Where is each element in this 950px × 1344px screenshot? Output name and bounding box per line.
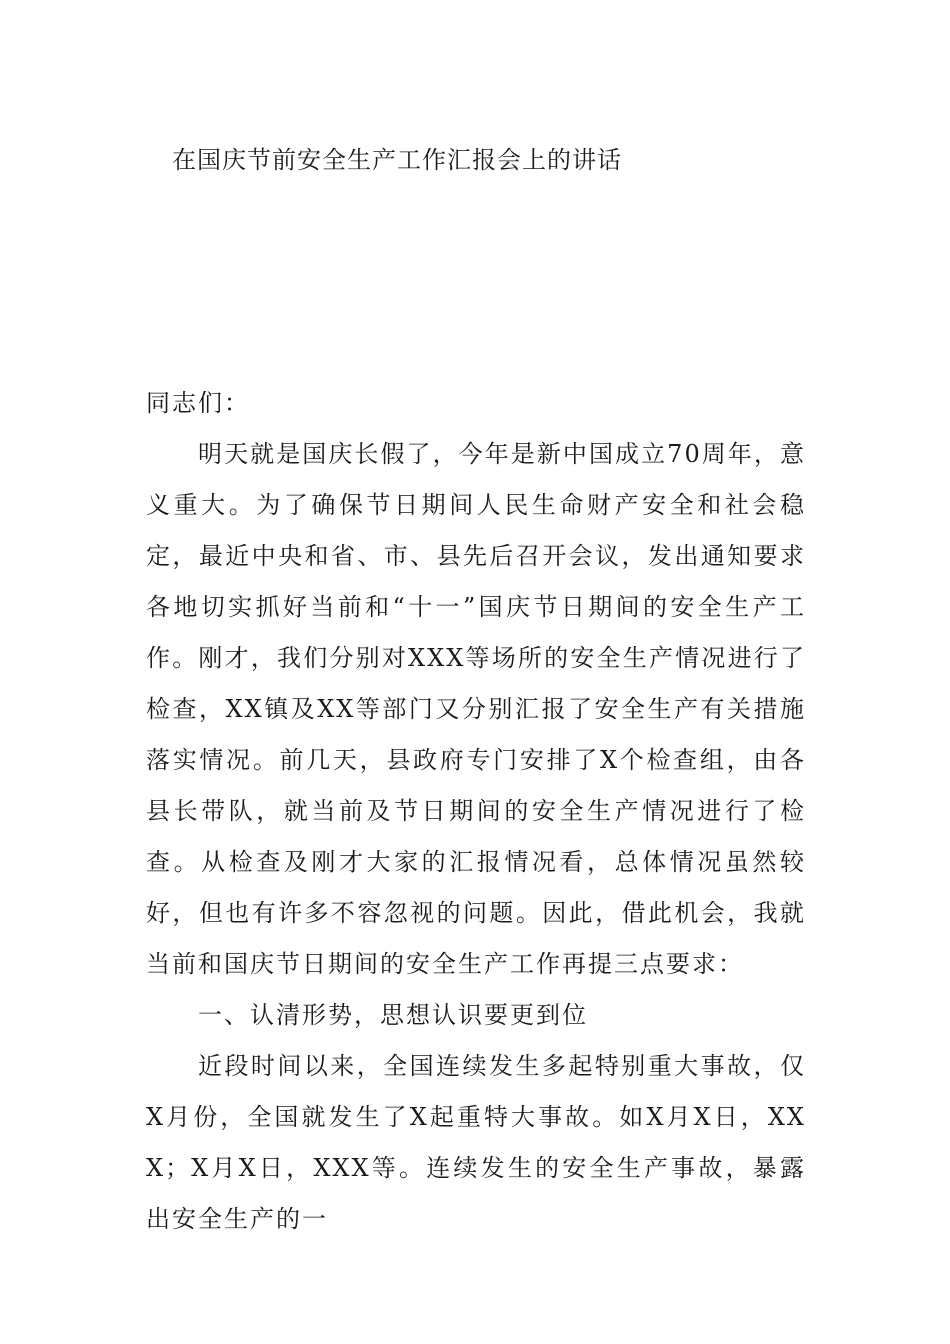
- section-heading: 一、认清形势，思想认识要更到位: [198, 1001, 588, 1029]
- body-paragraph: 明天就是国庆长假了，今年是新中国成立70周年，意义重大。为了确保节日期间人民生命财产安全和社会稳定，最近中央和省、市、县先后召开会议，发出通知要求各地切实抓好当前和“十一”国庆节日期间的安全生产工作。刚才，我们分别对XXX等场所的安全生产情况进行了检查，XX镇及XX等部门又分别汇报了安全生产有关措施落实情况。前几天，县政府专门安排了X个检查组，由各县长带队，就当前及节日期间的安全生产情况进行了检查。从检查及刚才大家的汇报情况看，总体情况虽然较好，但也有许多不容忽视的问题。因此，借此机会，我就当前和国庆节日期间的安全生产工作再提三点要求：: [146, 440, 806, 978]
- section-paragraph: 近段时间以来，全国连续发生多起特别重大事故，仅X月份，全国就发生了X起重特大事故。如X月X日，XXX；X月X日，XXX等。连续发生的安全生产事故，暴露出安全生产的一: [146, 1052, 806, 1233]
- document-title: 在国庆节前安全生产工作汇报会上的讲话: [172, 146, 622, 174]
- document-body: [146, 378, 806, 1245]
- salutation: 同志们：: [146, 389, 250, 417]
